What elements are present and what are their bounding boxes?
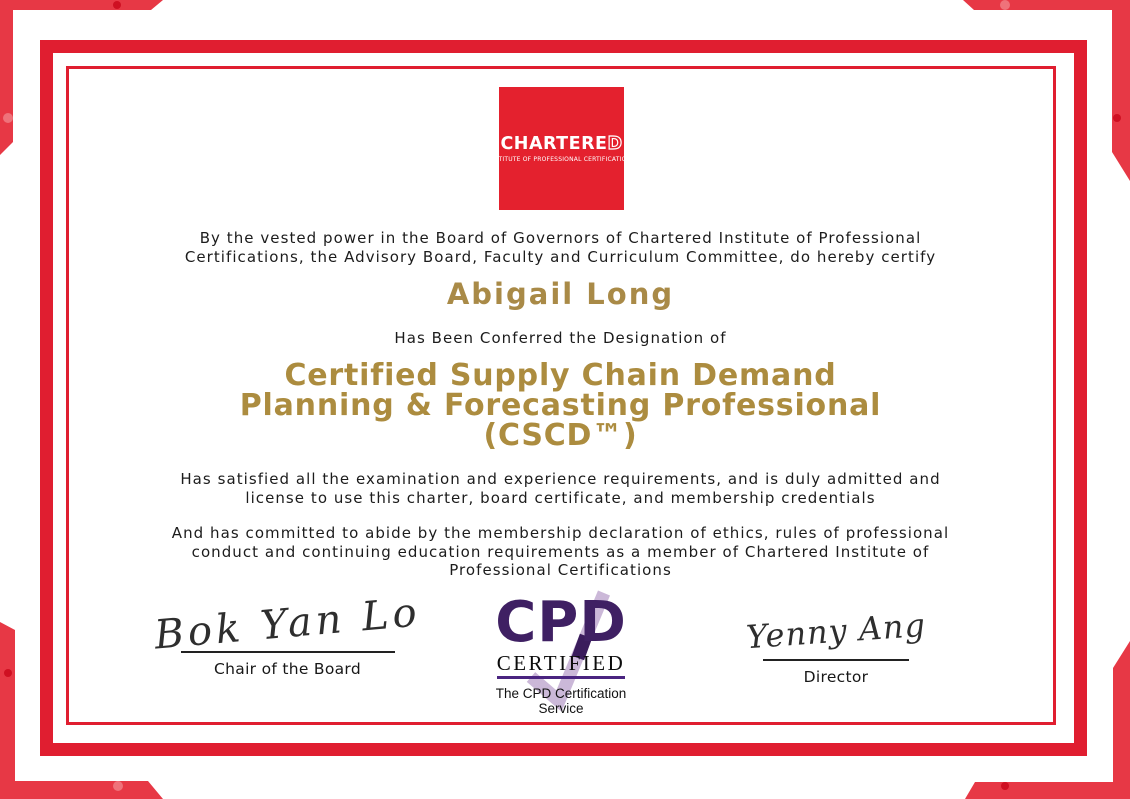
chartered-institute-logo [487, 87, 636, 210]
recipient-name: Abigail Long [446, 277, 675, 311]
director-signature-line [763, 659, 909, 661]
cpd-service-label [451, 686, 671, 716]
commitment-text [0, 524, 1121, 580]
signature-block-chair [150, 589, 425, 678]
designation-line-3: (CSCD™) [483, 418, 638, 453]
commitment-line-2: conduct and continuing education requirements as a member of Chartered Institute of [191, 542, 930, 561]
designation-line-2: Planning & Forecasting Professional [239, 388, 882, 423]
requirements-line-2: license to use this charter, board certificate, and membership credentials [245, 488, 876, 507]
logo-subtitle: INSTITUTE OF PROFESSIONAL CERTIFICATIONS [487, 155, 636, 163]
cpd-service-line-2: Service [538, 701, 584, 716]
commitment-line-3: Professional Certifications [449, 561, 672, 579]
requirements-text [0, 470, 1121, 507]
cpd-certified-logo [451, 590, 671, 716]
director-title: Director [803, 668, 869, 686]
intro-text [0, 229, 1121, 266]
intro-line-1: By the vested power in the Board of Governors of Chartered Institute of Professional [199, 229, 922, 247]
cpd-acronym: CPD [495, 590, 627, 655]
cpd-certified-label: CERTIFIED [496, 651, 626, 675]
chair-title: Chair of the Board [214, 660, 361, 678]
director-signature: Yenny Ang [744, 605, 928, 657]
requirements-line-1: Has satisfied all the examination and experience requirements, and is duly admitted and [180, 470, 941, 488]
cpd-underline [497, 676, 625, 679]
chair-signature: Bok Yan Lo [152, 589, 423, 659]
conferred-text: Has Been Conferred the Designation of [394, 329, 727, 347]
cpd-service-line-1: The CPD Certification [495, 686, 627, 701]
designation-line-1: Certified Supply Chain Demand [284, 358, 837, 393]
logo-wordmark: CHARTERED [500, 133, 623, 154]
commitment-line-1: And has committed to abide by the membership declaration of ethics, rules of professional [171, 524, 950, 542]
intro-line-2: Certifications, the Advisory Board, Faculty and Curriculum Committee, do hereby certify [184, 247, 937, 266]
designation-title [0, 358, 1121, 453]
signature-block-director [726, 605, 946, 686]
